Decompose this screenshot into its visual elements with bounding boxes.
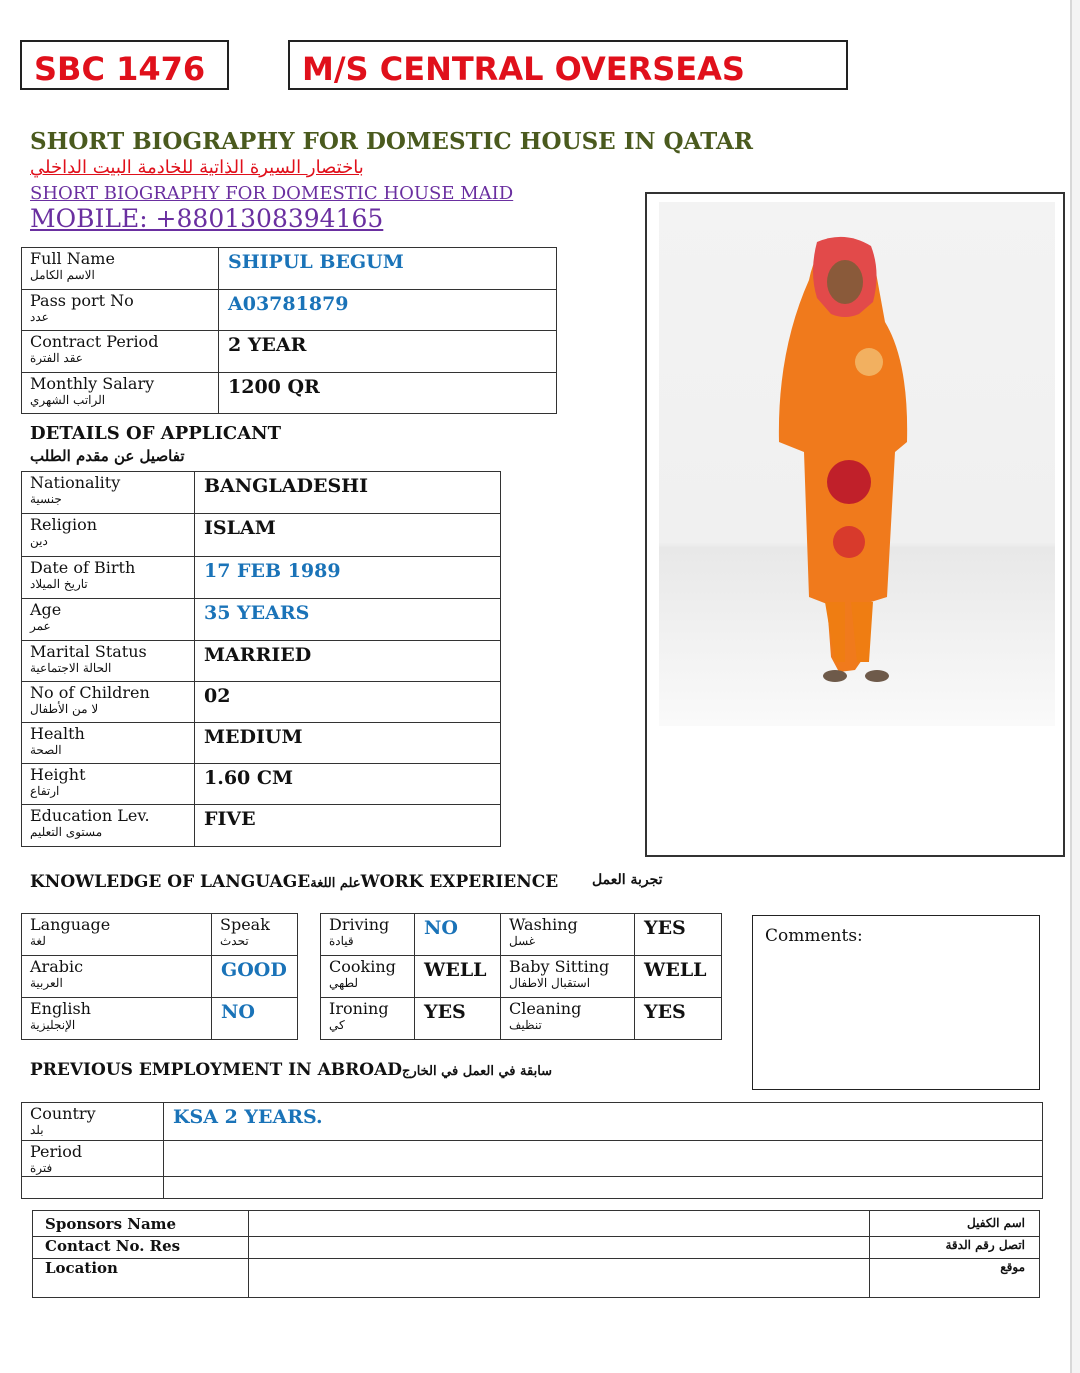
work-label: Cleaning bbox=[509, 999, 582, 1018]
basic-info-row bbox=[22, 372, 557, 414]
speak-header-label: Speak bbox=[220, 915, 270, 934]
details-row bbox=[22, 557, 501, 599]
work-value: YES bbox=[415, 998, 501, 1040]
details-label-arabic: ارتفاع bbox=[30, 784, 60, 798]
work-row bbox=[321, 914, 722, 956]
work-value: WELL bbox=[635, 956, 722, 998]
details-label-cell bbox=[22, 557, 195, 599]
basic-label: Pass port No bbox=[30, 290, 134, 310]
details-label: Nationality bbox=[30, 473, 121, 492]
details-label: Marital Status bbox=[30, 642, 147, 661]
details-row bbox=[22, 641, 501, 682]
sponsor-value-field[interactable] bbox=[249, 1255, 869, 1277]
language-label-cell bbox=[22, 998, 212, 1040]
work-label-arabic: استقبال الاطفال bbox=[509, 976, 591, 990]
country-label: Country bbox=[30, 1104, 96, 1123]
basic-label-cell bbox=[22, 372, 219, 414]
work-label-arabic: غسل bbox=[509, 934, 536, 948]
sponsor-box bbox=[32, 1210, 1040, 1298]
basic-label-arabic: عدد bbox=[30, 309, 49, 324]
applicant-details-table bbox=[21, 471, 501, 847]
work-label-cell bbox=[501, 914, 635, 956]
basic-value: 1200 QR bbox=[219, 372, 557, 414]
agency-text: M/S CENTRAL OVERSEAS bbox=[302, 50, 745, 88]
basic-label: Contract Period bbox=[30, 332, 159, 351]
details-row bbox=[22, 764, 501, 805]
basic-value: 2 YEAR bbox=[219, 331, 557, 373]
work-label-arabic: تنظيف bbox=[509, 1018, 542, 1032]
applicant-photo bbox=[659, 202, 1055, 726]
details-label: Education Lev. bbox=[30, 806, 150, 825]
details-label-cell bbox=[22, 514, 195, 557]
language-header-cell bbox=[22, 914, 212, 956]
details-row bbox=[22, 514, 501, 557]
basic-info-row bbox=[22, 248, 557, 290]
code-text: SBC 1476 bbox=[34, 50, 206, 88]
work-row bbox=[321, 956, 722, 998]
details-value: 1.60 CM bbox=[195, 764, 501, 805]
knowledge-heading-text: KNOWLEDGE OF LANGUAGE bbox=[30, 872, 311, 892]
details-label-cell bbox=[22, 723, 195, 764]
details-value: MEDIUM bbox=[195, 723, 501, 764]
work-label-cell bbox=[501, 998, 635, 1040]
work-label-cell bbox=[321, 998, 415, 1040]
sponsor-label: Location bbox=[45, 1259, 118, 1277]
language-label-arabic: العربية bbox=[30, 976, 63, 990]
language-label: Arabic bbox=[30, 957, 84, 976]
language-header-arabic: لغة bbox=[30, 934, 46, 948]
language-row bbox=[22, 998, 298, 1040]
basic-label: Monthly Salary bbox=[30, 373, 155, 393]
mobile-number: MOBILE: +8801308394165 bbox=[30, 204, 384, 233]
page-title-arabic: باختصار السيرة الذاتية للخادمة البيت الداخلي bbox=[30, 157, 364, 178]
applicant-photo-frame bbox=[645, 192, 1065, 857]
details-label-arabic: عمر bbox=[30, 619, 51, 633]
basic-value: A03781879 bbox=[219, 289, 557, 331]
details-label-cell bbox=[22, 682, 195, 723]
details-label-cell bbox=[22, 764, 195, 805]
details-label-arabic: الحالة الاجتماعية bbox=[30, 661, 112, 675]
work-label: Washing bbox=[509, 915, 578, 934]
speak-header-cell bbox=[212, 914, 298, 956]
previous-heading-text: PREVIOUS EMPLOYMENT IN ABROAD bbox=[30, 1060, 403, 1080]
previous-employment-heading bbox=[30, 1060, 552, 1080]
work-label: Driving bbox=[329, 915, 390, 934]
work-row bbox=[321, 998, 722, 1040]
details-label: Religion bbox=[30, 515, 98, 534]
details-value: BANGLADESHI bbox=[195, 472, 501, 514]
work-label-arabic: قيادة bbox=[329, 934, 354, 948]
work-label-arabic: لطهي bbox=[329, 976, 359, 990]
country-value: KSA 2 YEARS. bbox=[164, 1103, 1043, 1141]
sponsor-value-field[interactable] bbox=[249, 1233, 869, 1255]
details-row bbox=[22, 472, 501, 514]
period-label: Period bbox=[30, 1142, 83, 1161]
period-label-arabic: فترة bbox=[30, 1161, 53, 1175]
details-label-cell bbox=[22, 472, 195, 514]
work-label: Ironing bbox=[329, 999, 389, 1018]
sponsor-value-field[interactable] bbox=[249, 1211, 869, 1233]
language-label-arabic: الإنجليزية bbox=[30, 1018, 76, 1032]
language-row bbox=[22, 956, 298, 998]
details-row bbox=[22, 599, 501, 641]
language-header-row bbox=[22, 914, 298, 956]
basic-label-arabic: الاسم الكامل bbox=[30, 268, 95, 282]
details-heading: DETAILS OF APPLICANT bbox=[30, 423, 282, 444]
work-label-cell bbox=[321, 956, 415, 998]
page-subtitle: SHORT BIOGRAPHY FOR DOMESTIC HOUSE MAID bbox=[30, 183, 514, 204]
details-label-cell bbox=[22, 805, 195, 847]
sponsor-label: Sponsors Name bbox=[45, 1215, 177, 1233]
comments-label: Comments: bbox=[765, 926, 863, 946]
sponsor-label-arabic: اسم الكفيل bbox=[967, 1216, 1025, 1230]
details-label-cell bbox=[22, 641, 195, 682]
basic-info-row bbox=[22, 331, 557, 373]
period-value bbox=[164, 1141, 1043, 1177]
work-label-cell bbox=[321, 914, 415, 956]
details-value: ISLAM bbox=[195, 514, 501, 557]
sponsor-label: Contact No. Res bbox=[45, 1237, 181, 1255]
code-box bbox=[20, 40, 229, 90]
page-title: SHORT BIOGRAPHY FOR DOMESTIC HOUSE IN QATAR bbox=[30, 128, 753, 155]
work-experience-table bbox=[320, 913, 722, 1040]
agency-box bbox=[288, 40, 848, 90]
details-label: Health bbox=[30, 724, 85, 743]
details-value: 02 bbox=[195, 682, 501, 723]
details-label-arabic: دين bbox=[30, 534, 48, 548]
basic-info-table bbox=[21, 247, 557, 414]
work-value: NO bbox=[415, 914, 501, 956]
language-label-cell bbox=[22, 956, 212, 998]
work-label: Cooking bbox=[329, 957, 396, 976]
work-value: YES bbox=[635, 914, 722, 956]
sponsor-label-arabic: موقع bbox=[1000, 1260, 1025, 1274]
work-label: Baby Sitting bbox=[509, 957, 610, 976]
period-label-cell bbox=[22, 1141, 164, 1177]
details-row bbox=[22, 682, 501, 723]
knowledge-heading bbox=[30, 872, 558, 892]
details-heading-arabic: تفاصيل عن مقدم الطلب bbox=[30, 447, 185, 465]
details-value: 17 FEB 1989 bbox=[195, 557, 501, 599]
language-label: English bbox=[30, 999, 91, 1018]
language-table bbox=[21, 913, 298, 1040]
details-label-arabic: الصحة bbox=[30, 743, 62, 757]
country-label-arabic: بلد bbox=[30, 1123, 44, 1137]
basic-label-cell bbox=[22, 248, 219, 290]
basic-info-row bbox=[22, 289, 557, 331]
details-value: MARRIED bbox=[195, 641, 501, 682]
speak-header-arabic: تحدث bbox=[220, 934, 249, 948]
details-label: Age bbox=[30, 600, 62, 619]
basic-value: SHIPUL BEGUM bbox=[219, 248, 557, 290]
blank-cell bbox=[164, 1177, 1043, 1199]
basic-label-arabic: عقد الفترة bbox=[30, 351, 83, 365]
details-label-arabic: لا من الأطفال bbox=[30, 702, 99, 716]
language-value: GOOD bbox=[212, 956, 298, 998]
work-label-arabic: كي bbox=[329, 1018, 345, 1032]
blank-cell bbox=[22, 1177, 164, 1199]
language-value: NO bbox=[212, 998, 298, 1040]
details-label: No of Children bbox=[30, 683, 150, 702]
work-heading-arabic: تجربة العمل bbox=[592, 872, 663, 888]
work-heading-text: WORK EXPERIENCE bbox=[360, 872, 559, 892]
details-label-cell bbox=[22, 599, 195, 641]
basic-label-cell bbox=[22, 331, 219, 373]
language-header-label: Language bbox=[30, 915, 111, 934]
sponsor-divider-right bbox=[869, 1211, 870, 1297]
details-label-arabic: جنسية bbox=[30, 492, 62, 506]
details-row bbox=[22, 805, 501, 847]
work-label-cell bbox=[501, 956, 635, 998]
sponsor-label-arabic: اتصل رقم الدقة bbox=[945, 1238, 1025, 1252]
previous-heading-arabic: سابقة في العمل في الخارج bbox=[402, 1064, 553, 1079]
details-value: FIVE bbox=[195, 805, 501, 847]
basic-label-cell bbox=[22, 289, 219, 331]
basic-label: Full Name bbox=[30, 249, 115, 268]
details-label-arabic: مستوى التعليم bbox=[30, 825, 103, 839]
details-label-arabic: تاريخ الميلاد bbox=[30, 577, 88, 591]
details-label: Date of Birth bbox=[30, 558, 136, 577]
details-value: 35 YEARS bbox=[195, 599, 501, 641]
applicant-figure bbox=[659, 202, 1055, 726]
work-value: YES bbox=[635, 998, 722, 1040]
country-label-cell bbox=[22, 1103, 164, 1141]
work-value: WELL bbox=[415, 956, 501, 998]
previous-employment-table bbox=[21, 1102, 1043, 1199]
basic-label-arabic: الراتب الشهري bbox=[30, 392, 106, 407]
details-label: Height bbox=[30, 765, 86, 784]
details-row bbox=[22, 723, 501, 764]
knowledge-heading-arabic: علم اللغة bbox=[310, 876, 361, 891]
comments-box[interactable] bbox=[752, 915, 1040, 1090]
